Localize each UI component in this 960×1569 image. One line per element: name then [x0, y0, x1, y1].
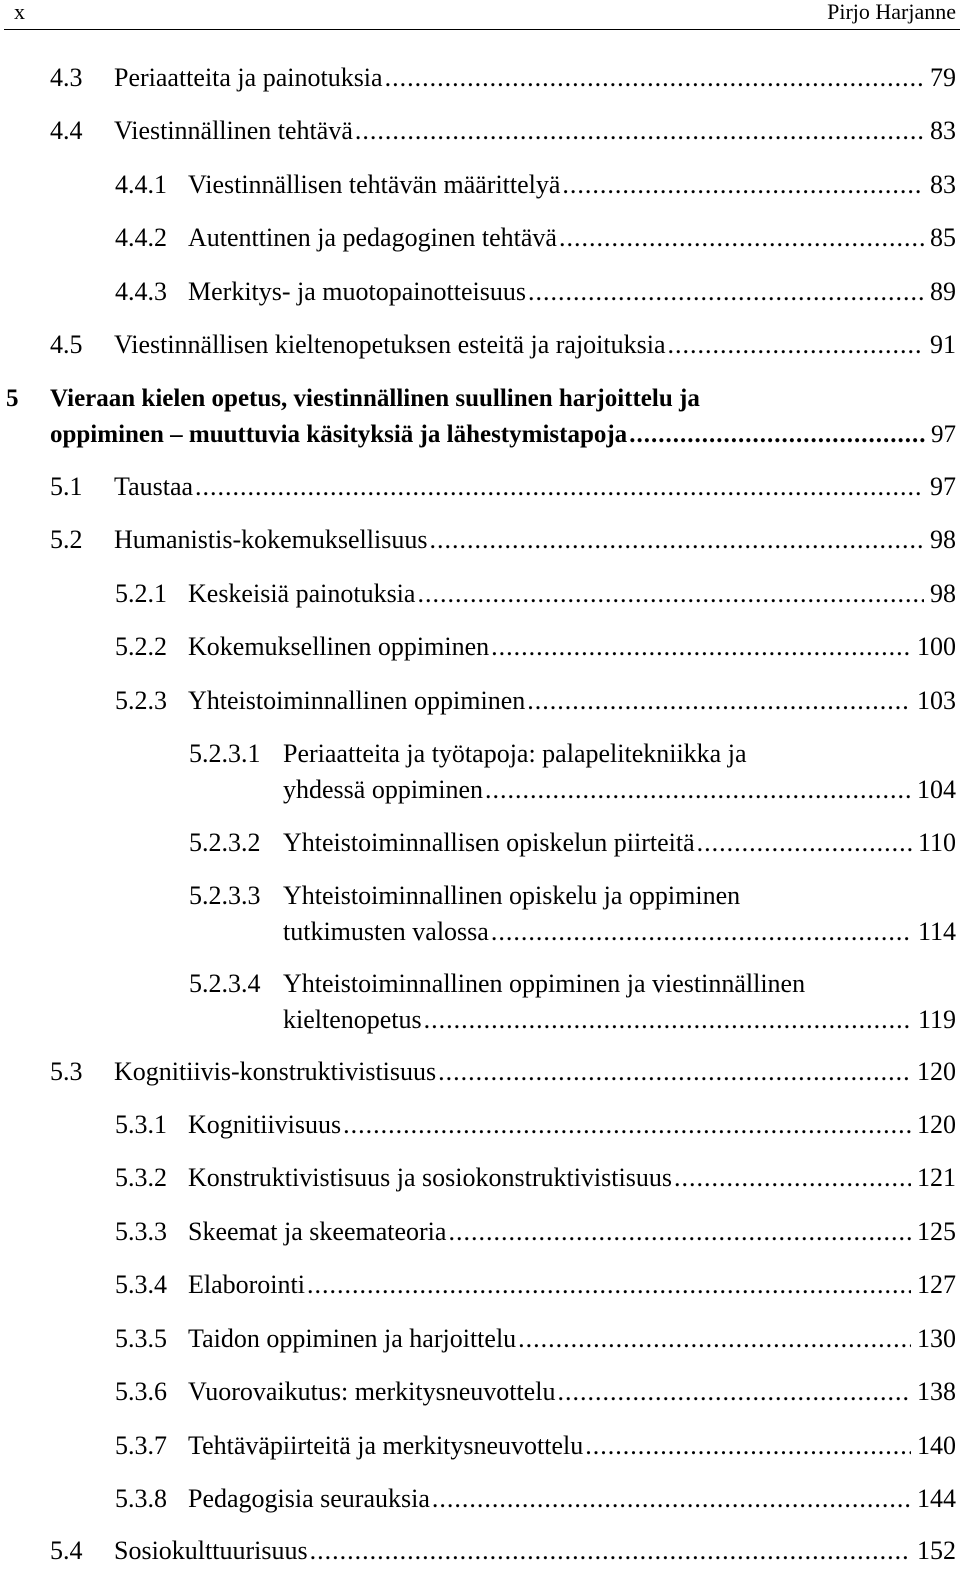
toc-number: 5.3.3 — [115, 1217, 167, 1246]
toc-title: Taustaa — [114, 472, 194, 501]
toc-number: 5.2.3.3 — [189, 881, 261, 910]
toc-number: 5.2.3.2 — [189, 828, 261, 857]
toc-entry[interactable] — [115, 629, 956, 665]
toc-page: 152 — [917, 1536, 956, 1565]
toc-number: 5.3.4 — [115, 1270, 167, 1299]
toc-entry[interactable] — [115, 683, 956, 719]
toc-leader — [668, 327, 924, 363]
toc-page: 138 — [917, 1377, 956, 1406]
toc-entry[interactable] — [115, 1374, 956, 1410]
toc-number: 5.3.1 — [115, 1110, 167, 1139]
toc-page: 97 — [930, 472, 956, 501]
toc-leader — [448, 1214, 911, 1250]
toc-title: Vuorovaikutus: merkitysneuvottelu — [188, 1377, 556, 1406]
toc-number: 5.3.8 — [115, 1484, 167, 1513]
toc-page: 83 — [930, 116, 956, 145]
toc-page: 83 — [930, 170, 956, 199]
toc-number: 4.4.1 — [115, 170, 167, 199]
toc-leader — [557, 1374, 911, 1410]
toc-page: 114 — [917, 917, 956, 946]
toc-leader — [518, 1321, 911, 1357]
toc-leader — [195, 469, 924, 505]
toc-page: 121 — [917, 1163, 956, 1192]
toc-entry[interactable] — [189, 825, 956, 861]
toc-entry[interactable] — [115, 1267, 956, 1303]
toc-page: 130 — [917, 1324, 956, 1353]
toc-leader — [432, 1481, 911, 1517]
toc-entry[interactable] — [115, 274, 956, 310]
toc-number: 5.2.1 — [115, 579, 167, 608]
toc-leader — [310, 1533, 911, 1569]
toc-number: 4.4.2 — [115, 223, 167, 252]
toc-title: Periaatteita ja painotuksia — [114, 63, 383, 92]
toc-leader — [585, 1428, 911, 1464]
toc-title: oppiminen – muuttuvia käsityksiä ja lähestymistapoja — [50, 421, 628, 448]
toc-page: 89 — [930, 277, 956, 306]
toc-entry[interactable] — [115, 1160, 956, 1196]
toc-title: Humanistis-kokemuksellisuus — [114, 525, 428, 554]
toc-number: 5.4 — [50, 1536, 83, 1565]
toc-page: 140 — [917, 1431, 956, 1460]
toc-entry[interactable] — [189, 736, 956, 808]
page-number: x — [14, 0, 25, 24]
toc-page: 120 — [917, 1110, 956, 1139]
toc-title: Pedagogisia seurauksia — [188, 1484, 430, 1513]
toc-leader — [417, 576, 924, 612]
toc-page: 91 — [930, 330, 956, 359]
toc-leader — [355, 113, 924, 149]
toc-title: Tehtäväpiirteitä ja merkitysneuvottelu — [188, 1431, 584, 1460]
toc-title: kieltenopetus — [283, 1005, 422, 1034]
toc-title: Yhteistoiminnallisen opiskelun piirteitä — [283, 828, 695, 857]
toc-number: 5 — [6, 385, 19, 412]
toc-page: 79 — [930, 63, 956, 92]
toc-page: 98 — [930, 525, 956, 554]
toc-number: 5.3 — [50, 1057, 83, 1086]
toc-title: Yhteistoiminnallinen oppiminen — [188, 686, 526, 715]
toc-page: 97 — [931, 421, 956, 448]
toc-chapter-entry[interactable] — [6, 381, 956, 453]
toc-page: 120 — [917, 1057, 956, 1086]
toc-page: 127 — [917, 1270, 956, 1299]
toc-title: Sosiokulttuurisuus — [114, 1536, 308, 1565]
toc-title: Skeemat ja skeemateoria — [188, 1217, 447, 1246]
toc-entry[interactable] — [115, 167, 956, 203]
toc-title: Kokemuksellinen oppiminen — [188, 632, 490, 661]
toc-entry[interactable] — [50, 1054, 956, 1090]
toc-number: 4.4 — [50, 116, 83, 145]
toc-title-line1: Yhteistoiminnallinen opiskelu ja oppiminen — [283, 881, 741, 910]
toc-entry[interactable] — [50, 522, 956, 558]
toc-entry[interactable] — [115, 1321, 956, 1357]
toc-title: tutkimusten valossa — [283, 917, 489, 946]
toc-title: Merkitys- ja muotopainotteisuus — [188, 277, 526, 306]
toc-leader — [674, 1160, 911, 1196]
toc-number: 4.5 — [50, 330, 83, 359]
toc-number: 5.2.2 — [115, 632, 167, 661]
toc-page: 110 — [917, 828, 956, 857]
toc-entry[interactable] — [115, 1428, 956, 1464]
toc-title: Viestinnällisen kieltenopetuksen esteitä ja rajoituksia — [114, 330, 666, 359]
toc-title-line1: Vieraan kielen opetus, viestinnällinen suullinen harjoittelu ja — [50, 385, 700, 412]
toc-page: 103 — [917, 686, 956, 715]
toc-leader — [424, 1002, 912, 1038]
toc-leader — [343, 1107, 911, 1143]
toc-entry[interactable] — [115, 220, 956, 256]
toc-page: 119 — [917, 1005, 956, 1034]
toc-entry[interactable] — [50, 1533, 956, 1569]
toc-leader — [491, 629, 911, 665]
toc-number: 5.2.3.1 — [189, 739, 261, 768]
toc-number: 5.2.3 — [115, 686, 167, 715]
toc-page: 104 — [917, 775, 956, 804]
toc-leader — [629, 417, 925, 453]
toc-number: 4.4.3 — [115, 277, 167, 306]
toc-title: yhdessä oppiminen — [283, 775, 484, 804]
toc-title: Autenttinen ja pedagoginen tehtävä — [188, 223, 557, 252]
toc-entry[interactable] — [115, 1214, 956, 1250]
toc-leader — [385, 60, 924, 96]
toc-leader — [527, 683, 911, 719]
toc-entry[interactable] — [189, 966, 956, 1038]
toc-entry[interactable] — [50, 469, 956, 505]
toc-title: Kognitiivisuus — [188, 1110, 342, 1139]
toc-number: 5.3.7 — [115, 1431, 167, 1460]
toc-entry[interactable] — [50, 327, 956, 363]
toc-title-line1: Yhteistoiminnallinen oppiminen ja viestinnällinen — [283, 969, 806, 998]
toc-entry[interactable] — [115, 576, 956, 612]
toc-title: Viestinnällinen tehtävä — [114, 116, 353, 145]
toc-title: Kognitiivis-konstruktivistisuus — [114, 1057, 437, 1086]
toc-leader — [697, 825, 912, 861]
toc-number: 5.3.5 — [115, 1324, 167, 1353]
toc-leader — [528, 274, 924, 310]
toc-leader — [491, 914, 912, 950]
toc-leader — [429, 522, 924, 558]
toc-page: 125 — [917, 1217, 956, 1246]
toc-number: 5.1 — [50, 472, 83, 501]
toc-title: Konstruktivistisuus ja sosiokonstruktivistisuus — [188, 1163, 672, 1192]
toc-number: 5.3.6 — [115, 1377, 167, 1406]
toc-number: 5.2 — [50, 525, 83, 554]
toc-title: Elaborointi — [188, 1270, 305, 1299]
toc-number: 4.3 — [50, 63, 83, 92]
toc-leader — [559, 220, 924, 256]
toc-leader — [485, 772, 911, 808]
toc-number: 5.2.3.4 — [189, 969, 261, 998]
toc-leader — [562, 167, 924, 203]
toc-entry[interactable] — [115, 1481, 956, 1517]
toc-entry[interactable] — [115, 1107, 956, 1143]
author-name: Pirjo Harjanne — [827, 0, 956, 24]
toc-page: 85 — [930, 223, 956, 252]
toc-title: Taidon oppiminen ja harjoittelu — [188, 1324, 517, 1353]
toc-entry[interactable] — [189, 878, 956, 950]
toc-page: 98 — [930, 579, 956, 608]
toc-entry[interactable] — [50, 113, 956, 149]
toc-number: 5.3.2 — [115, 1163, 167, 1192]
toc-leader — [307, 1267, 911, 1303]
toc-title: Keskeisiä painotuksia — [188, 579, 416, 608]
toc-title: Viestinnällisen tehtävän määrittelyä — [188, 170, 561, 199]
toc-leader — [438, 1054, 911, 1090]
toc-page: 100 — [917, 632, 956, 661]
toc-entry[interactable] — [50, 60, 956, 96]
toc-page: 144 — [917, 1484, 956, 1513]
toc-title-line1: Periaatteita ja työtapoja: palapelitekniikka ja — [283, 739, 747, 768]
